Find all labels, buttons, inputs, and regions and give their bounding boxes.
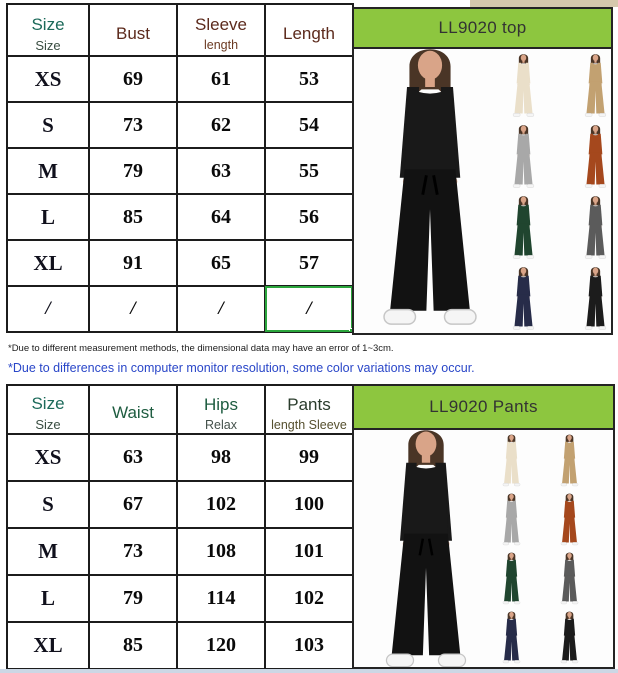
value-cell: 57 (265, 240, 353, 286)
variant-figure-cream (497, 432, 526, 488)
value-cell: 67 (89, 481, 177, 528)
value-cell: 79 (89, 575, 177, 622)
variant-figure-black (578, 264, 611, 332)
model-photo-pants (354, 430, 497, 667)
table-top-grid (6, 3, 354, 333)
value-cell: 101 (265, 528, 353, 575)
pants-panel-body (354, 430, 613, 667)
variant-cell-charcoal-gray (578, 191, 611, 262)
variant-cell-dark-green (497, 548, 555, 607)
size-cell-m: M (7, 148, 89, 194)
size-cell-s: S (7, 102, 89, 148)
value-cell: 103 (265, 622, 353, 669)
value-cell: 114 (177, 575, 265, 622)
value-cell: 79 (89, 148, 177, 194)
header-cell-size: Size Size (7, 385, 89, 434)
value-cell: 53 (265, 56, 353, 102)
variant-cell-black (555, 607, 613, 666)
variant-cell-gray (506, 120, 578, 191)
top-product-panel (352, 7, 613, 335)
table-row-xs (7, 434, 353, 481)
header-cell-size: Size Size (7, 4, 89, 56)
variant-cell-rust (578, 120, 611, 191)
variant-figure-cream (506, 51, 541, 119)
variant-figure-black (555, 609, 584, 665)
top-variant-column-1 (506, 49, 578, 333)
variant-cell-tan (578, 49, 611, 120)
variant-figure-navy (497, 609, 526, 665)
variant-figure-dark-green (506, 193, 541, 261)
size-cell-xl: XL (7, 622, 89, 669)
variant-figure-gray (506, 122, 541, 190)
value-cell: 63 (177, 148, 265, 194)
top-beige-strip (470, 0, 618, 7)
measurement-note: *Due to different measurement methods, the dimensional data may have an error of 1~3cm. (8, 343, 394, 354)
table-row-xl (7, 240, 353, 286)
value-cell: 100 (265, 481, 353, 528)
model-photo-top (354, 49, 506, 333)
variant-figure-charcoal-gray (578, 193, 611, 261)
value-cell: 61 (177, 56, 265, 102)
table-row-l (7, 194, 353, 240)
variant-figure-tan (578, 51, 611, 119)
top-panel-header (354, 9, 611, 49)
variant-figure-navy (506, 264, 541, 332)
pants-product-panel (352, 384, 615, 669)
value-cell: 85 (89, 194, 177, 240)
top-size-table (6, 3, 352, 333)
top-panel-body (354, 49, 611, 333)
value-cell: 56 (265, 194, 353, 240)
table-row-l (7, 575, 353, 622)
value-cell: 120 (177, 622, 265, 669)
size-cell-xs: XS (7, 56, 89, 102)
value-cell: 102 (265, 575, 353, 622)
value-cell: 85 (89, 622, 177, 669)
header-cell-pants: Pants length Sleeve (265, 385, 353, 434)
variant-figure-rust (555, 491, 584, 547)
variant-cell-navy (497, 607, 555, 666)
value-cell: 73 (89, 528, 177, 575)
variant-cell-charcoal-gray (555, 548, 613, 607)
size-cell-m: M (7, 528, 89, 575)
header-cell-bust: Bust (89, 4, 177, 56)
value-cell: / (89, 286, 177, 332)
table-row-s (7, 102, 353, 148)
header-cell-sleeve: Sleeve length (177, 4, 265, 56)
model-figure-black (363, 430, 489, 667)
value-cell: 91 (89, 240, 177, 286)
size-cell-slash: / (7, 286, 89, 332)
pants-panel-title: LL9020 Pants (429, 397, 538, 416)
value-cell: 108 (177, 528, 265, 575)
color-variation-note: *Due to differences in computer monitor resolution, some color variations may occur. (8, 361, 475, 375)
table-row-xl (7, 622, 353, 669)
variant-figure-dark-green (497, 550, 526, 606)
value-cell: / (177, 286, 265, 332)
variant-cell-navy (506, 262, 578, 333)
value-cell: 64 (177, 194, 265, 240)
value-cell: 102 (177, 481, 265, 528)
table-bottom-grid (6, 384, 354, 670)
variant-cell-rust (555, 489, 613, 548)
variant-figure-rust (578, 122, 611, 190)
size-cell-s: S (7, 481, 89, 528)
value-cell: 63 (89, 434, 177, 481)
table-row-s (7, 481, 353, 528)
variant-figure-gray (497, 491, 526, 547)
model-figure-black (357, 49, 503, 333)
variant-cell-black (578, 262, 611, 333)
pants-variant-column-2 (555, 430, 613, 667)
value-cell: 65 (177, 240, 265, 286)
value-cell: 55 (265, 148, 353, 194)
variant-cell-gray (497, 489, 555, 548)
value-cell: 62 (177, 102, 265, 148)
header-cell-length: Length (265, 4, 353, 56)
table-row-xs (7, 56, 353, 102)
size-cell-xs: XS (7, 434, 89, 481)
table-row-slash (7, 286, 353, 332)
table-row-m (7, 148, 353, 194)
value-cell: 69 (89, 56, 177, 102)
value-cell: 99 (265, 434, 353, 481)
size-cell-xl: XL (7, 240, 89, 286)
selected-cell: / (265, 286, 353, 332)
variant-cell-dark-green (506, 191, 578, 262)
header-cell-waist: Waist (89, 385, 177, 434)
top-panel-title: LL9020 top (438, 18, 527, 37)
size-cell-l: L (7, 575, 89, 622)
top-variant-column-2 (578, 49, 611, 333)
value-cell: 98 (177, 434, 265, 481)
variant-figure-tan (555, 432, 584, 488)
variant-cell-cream (497, 430, 555, 489)
size-cell-l: L (7, 194, 89, 240)
value-cell: 73 (89, 102, 177, 148)
pants-panel-header (354, 386, 613, 430)
bottom-blue-strip (0, 669, 618, 673)
variant-figure-charcoal-gray (555, 550, 584, 606)
pants-variant-column-1 (497, 430, 555, 667)
pants-size-table (6, 384, 352, 670)
variant-cell-cream (506, 49, 578, 120)
header-cell-hips: Hips Relax (177, 385, 265, 434)
table-row-m (7, 528, 353, 575)
variant-cell-tan (555, 430, 613, 489)
value-cell: 54 (265, 102, 353, 148)
